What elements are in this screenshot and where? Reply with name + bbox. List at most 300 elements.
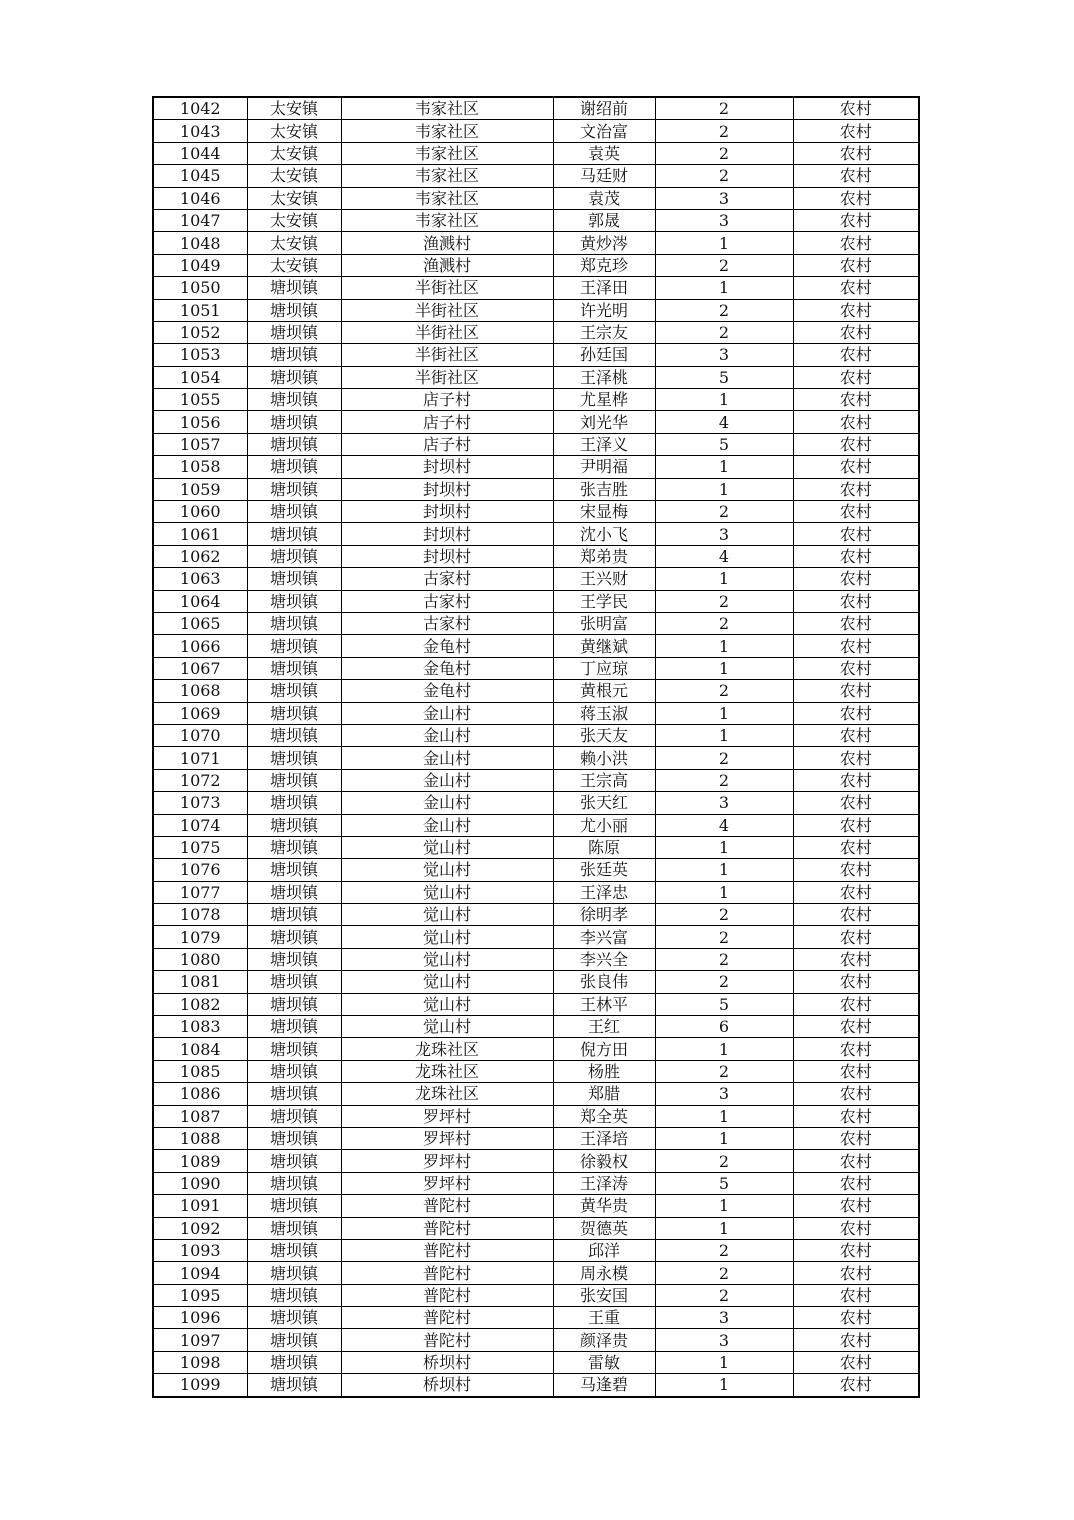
name-cell: 谢绍前 [553, 97, 655, 120]
serial-number-cell: 1079 [153, 926, 247, 948]
household-size-cell: 2 [655, 1150, 793, 1172]
town-cell: 塘坝镇 [247, 478, 341, 500]
village-cell: 古家村 [341, 590, 553, 612]
serial-number-cell: 1099 [153, 1374, 247, 1397]
area-type-cell: 农村 [793, 321, 919, 343]
serial-number-cell: 1092 [153, 1217, 247, 1239]
household-size-cell: 2 [655, 1284, 793, 1306]
town-cell: 塘坝镇 [247, 769, 341, 791]
household-size-cell: 4 [655, 411, 793, 433]
village-cell: 古家村 [341, 612, 553, 634]
village-cell: 普陀村 [341, 1239, 553, 1261]
household-size-cell: 2 [655, 254, 793, 276]
name-cell: 孙廷国 [553, 344, 655, 366]
table-row [153, 814, 919, 836]
area-type-cell: 农村 [793, 1239, 919, 1261]
name-cell: 袁英 [553, 142, 655, 164]
village-cell: 金龟村 [341, 657, 553, 679]
area-type-cell: 农村 [793, 545, 919, 567]
household-size-cell: 3 [655, 523, 793, 545]
village-cell: 封坝村 [341, 523, 553, 545]
table-row [153, 187, 919, 209]
name-cell: 黄根元 [553, 680, 655, 702]
household-size-cell: 3 [655, 344, 793, 366]
table-row [153, 590, 919, 612]
name-cell: 郭晟 [553, 209, 655, 231]
town-cell: 塘坝镇 [247, 1239, 341, 1261]
town-cell: 塘坝镇 [247, 501, 341, 523]
table-row [153, 1150, 919, 1172]
household-size-cell: 2 [655, 120, 793, 142]
serial-number-cell: 1050 [153, 277, 247, 299]
village-cell: 金龟村 [341, 680, 553, 702]
serial-number-cell: 1042 [153, 97, 247, 120]
table-row [153, 254, 919, 276]
household-table [152, 96, 920, 1398]
town-cell: 塘坝镇 [247, 792, 341, 814]
town-cell: 塘坝镇 [247, 590, 341, 612]
serial-number-cell: 1048 [153, 232, 247, 254]
serial-number-cell: 1083 [153, 1016, 247, 1038]
village-cell: 店子村 [341, 411, 553, 433]
town-cell: 塘坝镇 [247, 545, 341, 567]
name-cell: 张安国 [553, 1284, 655, 1306]
area-type-cell: 农村 [793, 1351, 919, 1373]
serial-number-cell: 1052 [153, 321, 247, 343]
serial-number-cell: 1074 [153, 814, 247, 836]
village-cell: 普陀村 [341, 1284, 553, 1306]
name-cell: 黄华贵 [553, 1195, 655, 1217]
serial-number-cell: 1078 [153, 904, 247, 926]
area-type-cell: 农村 [793, 1172, 919, 1194]
area-type-cell: 农村 [793, 1307, 919, 1329]
table-row [153, 568, 919, 590]
name-cell: 徐明孝 [553, 904, 655, 926]
table-body [153, 97, 919, 1397]
town-cell: 太安镇 [247, 254, 341, 276]
area-type-cell: 农村 [793, 568, 919, 590]
serial-number-cell: 1056 [153, 411, 247, 433]
town-cell: 塘坝镇 [247, 1060, 341, 1082]
village-cell: 觉山村 [341, 881, 553, 903]
village-cell: 半街社区 [341, 277, 553, 299]
household-size-cell: 2 [655, 971, 793, 993]
town-cell: 塘坝镇 [247, 971, 341, 993]
table-row [153, 1284, 919, 1306]
household-size-cell: 1 [655, 456, 793, 478]
town-cell: 塘坝镇 [247, 926, 341, 948]
name-cell: 颜泽贵 [553, 1329, 655, 1351]
name-cell: 王泽义 [553, 433, 655, 455]
household-size-cell: 1 [655, 232, 793, 254]
name-cell: 王泽培 [553, 1127, 655, 1149]
household-size-cell: 3 [655, 187, 793, 209]
table-row [153, 612, 919, 634]
name-cell: 王宗高 [553, 769, 655, 791]
household-size-cell: 1 [655, 478, 793, 500]
area-type-cell: 农村 [793, 1105, 919, 1127]
town-cell: 塘坝镇 [247, 1038, 341, 1060]
town-cell: 塘坝镇 [247, 1105, 341, 1127]
town-cell: 塘坝镇 [247, 523, 341, 545]
area-type-cell: 农村 [793, 344, 919, 366]
town-cell: 塘坝镇 [247, 859, 341, 881]
town-cell: 塘坝镇 [247, 635, 341, 657]
name-cell: 王泽涛 [553, 1172, 655, 1194]
serial-number-cell: 1058 [153, 456, 247, 478]
town-cell: 塘坝镇 [247, 881, 341, 903]
household-size-cell: 4 [655, 814, 793, 836]
serial-number-cell: 1095 [153, 1284, 247, 1306]
name-cell: 王泽桃 [553, 366, 655, 388]
name-cell: 倪方田 [553, 1038, 655, 1060]
town-cell: 太安镇 [247, 209, 341, 231]
household-size-cell: 1 [655, 1105, 793, 1127]
town-cell: 塘坝镇 [247, 948, 341, 970]
village-cell: 渔溅村 [341, 232, 553, 254]
village-cell: 罗坪村 [341, 1105, 553, 1127]
town-cell: 塘坝镇 [247, 433, 341, 455]
town-cell: 塘坝镇 [247, 1150, 341, 1172]
serial-number-cell: 1070 [153, 724, 247, 746]
town-cell: 塘坝镇 [247, 724, 341, 746]
village-cell: 韦家社区 [341, 142, 553, 164]
village-cell: 觉山村 [341, 836, 553, 858]
area-type-cell: 农村 [793, 1150, 919, 1172]
name-cell: 袁茂 [553, 187, 655, 209]
household-size-cell: 5 [655, 993, 793, 1015]
name-cell: 黄继斌 [553, 635, 655, 657]
town-cell: 太安镇 [247, 97, 341, 120]
table-row [153, 792, 919, 814]
name-cell: 张明富 [553, 612, 655, 634]
village-cell: 桥坝村 [341, 1351, 553, 1373]
village-cell: 店子村 [341, 389, 553, 411]
serial-number-cell: 1091 [153, 1195, 247, 1217]
household-size-cell: 3 [655, 1083, 793, 1105]
table-row [153, 836, 919, 858]
name-cell: 宋显梅 [553, 501, 655, 523]
name-cell: 郑弟贵 [553, 545, 655, 567]
village-cell: 觉山村 [341, 993, 553, 1015]
serial-number-cell: 1045 [153, 165, 247, 187]
name-cell: 沈小飞 [553, 523, 655, 545]
name-cell: 王红 [553, 1016, 655, 1038]
area-type-cell: 农村 [793, 948, 919, 970]
area-type-cell: 农村 [793, 971, 919, 993]
name-cell: 王林平 [553, 993, 655, 1015]
village-cell: 普陀村 [341, 1307, 553, 1329]
table-row [153, 993, 919, 1015]
name-cell: 王学民 [553, 590, 655, 612]
area-type-cell: 农村 [793, 747, 919, 769]
household-size-cell: 3 [655, 1329, 793, 1351]
area-type-cell: 农村 [793, 1038, 919, 1060]
village-cell: 罗坪村 [341, 1172, 553, 1194]
table-row [153, 702, 919, 724]
town-cell: 塘坝镇 [247, 1083, 341, 1105]
table-row [153, 1351, 919, 1373]
area-type-cell: 农村 [793, 366, 919, 388]
area-type-cell: 农村 [793, 1329, 919, 1351]
area-type-cell: 农村 [793, 1195, 919, 1217]
area-type-cell: 农村 [793, 635, 919, 657]
village-cell: 封坝村 [341, 456, 553, 478]
town-cell: 太安镇 [247, 165, 341, 187]
household-size-cell: 2 [655, 1239, 793, 1261]
table-row [153, 120, 919, 142]
household-size-cell: 1 [655, 389, 793, 411]
table-row [153, 1038, 919, 1060]
area-type-cell: 农村 [793, 389, 919, 411]
household-size-cell: 1 [655, 277, 793, 299]
village-cell: 金山村 [341, 724, 553, 746]
village-cell: 封坝村 [341, 478, 553, 500]
village-cell: 封坝村 [341, 501, 553, 523]
town-cell: 太安镇 [247, 232, 341, 254]
village-cell: 半街社区 [341, 299, 553, 321]
village-cell: 龙珠社区 [341, 1038, 553, 1060]
household-size-cell: 2 [655, 948, 793, 970]
household-size-cell: 1 [655, 568, 793, 590]
serial-number-cell: 1049 [153, 254, 247, 276]
town-cell: 塘坝镇 [247, 411, 341, 433]
village-cell: 渔溅村 [341, 254, 553, 276]
household-size-cell: 2 [655, 769, 793, 791]
town-cell: 塘坝镇 [247, 702, 341, 724]
village-cell: 普陀村 [341, 1217, 553, 1239]
town-cell: 塘坝镇 [247, 747, 341, 769]
town-cell: 太安镇 [247, 187, 341, 209]
household-size-cell: 1 [655, 635, 793, 657]
household-size-cell: 2 [655, 612, 793, 634]
area-type-cell: 农村 [793, 165, 919, 187]
serial-number-cell: 1067 [153, 657, 247, 679]
village-cell: 韦家社区 [341, 209, 553, 231]
village-cell: 罗坪村 [341, 1150, 553, 1172]
area-type-cell: 农村 [793, 299, 919, 321]
area-type-cell: 农村 [793, 657, 919, 679]
household-size-cell: 1 [655, 1217, 793, 1239]
household-size-cell: 1 [655, 859, 793, 881]
table-row [153, 433, 919, 455]
area-type-cell: 农村 [793, 881, 919, 903]
serial-number-cell: 1081 [153, 971, 247, 993]
table-row [153, 1307, 919, 1329]
table-row [153, 389, 919, 411]
table-row [153, 142, 919, 164]
table-row [153, 1195, 919, 1217]
serial-number-cell: 1097 [153, 1329, 247, 1351]
serial-number-cell: 1055 [153, 389, 247, 411]
serial-number-cell: 1080 [153, 948, 247, 970]
table-row [153, 1217, 919, 1239]
serial-number-cell: 1096 [153, 1307, 247, 1329]
serial-number-cell: 1061 [153, 523, 247, 545]
table-row [153, 277, 919, 299]
village-cell: 金山村 [341, 792, 553, 814]
serial-number-cell: 1089 [153, 1150, 247, 1172]
area-type-cell: 农村 [793, 702, 919, 724]
household-size-cell: 1 [655, 1038, 793, 1060]
serial-number-cell: 1063 [153, 568, 247, 590]
name-cell: 贺德英 [553, 1217, 655, 1239]
area-type-cell: 农村 [793, 142, 919, 164]
table-row [153, 881, 919, 903]
serial-number-cell: 1047 [153, 209, 247, 231]
household-size-cell: 1 [655, 724, 793, 746]
area-type-cell: 农村 [793, 904, 919, 926]
serial-number-cell: 1087 [153, 1105, 247, 1127]
serial-number-cell: 1082 [153, 993, 247, 1015]
household-size-cell: 4 [655, 545, 793, 567]
name-cell: 张天红 [553, 792, 655, 814]
name-cell: 王泽忠 [553, 881, 655, 903]
table-row [153, 1060, 919, 1082]
table-row [153, 904, 919, 926]
household-size-cell: 2 [655, 321, 793, 343]
area-type-cell: 农村 [793, 814, 919, 836]
serial-number-cell: 1084 [153, 1038, 247, 1060]
serial-number-cell: 1043 [153, 120, 247, 142]
town-cell: 塘坝镇 [247, 612, 341, 634]
town-cell: 塘坝镇 [247, 1284, 341, 1306]
household-size-cell: 2 [655, 590, 793, 612]
serial-number-cell: 1064 [153, 590, 247, 612]
serial-number-cell: 1072 [153, 769, 247, 791]
serial-number-cell: 1044 [153, 142, 247, 164]
serial-number-cell: 1051 [153, 299, 247, 321]
table-row [153, 456, 919, 478]
table-row [153, 635, 919, 657]
area-type-cell: 农村 [793, 590, 919, 612]
name-cell: 尹明福 [553, 456, 655, 478]
village-cell: 半街社区 [341, 344, 553, 366]
name-cell: 丁应琼 [553, 657, 655, 679]
village-cell: 韦家社区 [341, 165, 553, 187]
serial-number-cell: 1054 [153, 366, 247, 388]
area-type-cell: 农村 [793, 1016, 919, 1038]
serial-number-cell: 1068 [153, 680, 247, 702]
town-cell: 塘坝镇 [247, 1016, 341, 1038]
serial-number-cell: 1065 [153, 612, 247, 634]
area-type-cell: 农村 [793, 120, 919, 142]
household-size-cell: 2 [655, 1060, 793, 1082]
name-cell: 蒋玉淑 [553, 702, 655, 724]
town-cell: 塘坝镇 [247, 1329, 341, 1351]
table-row [153, 724, 919, 746]
town-cell: 塘坝镇 [247, 814, 341, 836]
household-size-cell: 2 [655, 747, 793, 769]
name-cell: 马逢碧 [553, 1374, 655, 1397]
village-cell: 觉山村 [341, 971, 553, 993]
household-size-cell: 2 [655, 501, 793, 523]
town-cell: 塘坝镇 [247, 993, 341, 1015]
name-cell: 张吉胜 [553, 478, 655, 500]
serial-number-cell: 1073 [153, 792, 247, 814]
town-cell: 塘坝镇 [247, 1374, 341, 1397]
table-row [153, 501, 919, 523]
village-cell: 普陀村 [341, 1329, 553, 1351]
name-cell: 郑克珍 [553, 254, 655, 276]
area-type-cell: 农村 [793, 724, 919, 746]
town-cell: 塘坝镇 [247, 568, 341, 590]
household-size-cell: 2 [655, 142, 793, 164]
table-row [153, 657, 919, 679]
serial-number-cell: 1093 [153, 1239, 247, 1261]
table-row [153, 344, 919, 366]
area-type-cell: 农村 [793, 1060, 919, 1082]
area-type-cell: 农村 [793, 993, 919, 1015]
area-type-cell: 农村 [793, 456, 919, 478]
village-cell: 觉山村 [341, 904, 553, 926]
town-cell: 塘坝镇 [247, 456, 341, 478]
town-cell: 塘坝镇 [247, 1351, 341, 1373]
table-row [153, 1374, 919, 1397]
town-cell: 塘坝镇 [247, 904, 341, 926]
town-cell: 塘坝镇 [247, 389, 341, 411]
household-size-cell: 5 [655, 1172, 793, 1194]
area-type-cell: 农村 [793, 277, 919, 299]
area-type-cell: 农村 [793, 1374, 919, 1397]
household-size-cell: 1 [655, 1127, 793, 1149]
table-row [153, 1105, 919, 1127]
village-cell: 半街社区 [341, 321, 553, 343]
household-size-cell: 1 [655, 702, 793, 724]
name-cell: 陈原 [553, 836, 655, 858]
town-cell: 太安镇 [247, 120, 341, 142]
table-row [153, 1262, 919, 1284]
village-cell: 罗坪村 [341, 1127, 553, 1149]
household-size-cell: 6 [655, 1016, 793, 1038]
name-cell: 李兴富 [553, 926, 655, 948]
serial-number-cell: 1076 [153, 859, 247, 881]
area-type-cell: 农村 [793, 1127, 919, 1149]
village-cell: 金山村 [341, 702, 553, 724]
area-type-cell: 农村 [793, 523, 919, 545]
name-cell: 王重 [553, 1307, 655, 1329]
serial-number-cell: 1075 [153, 836, 247, 858]
serial-number-cell: 1066 [153, 635, 247, 657]
name-cell: 郑腊 [553, 1083, 655, 1105]
village-cell: 古家村 [341, 568, 553, 590]
name-cell: 黄炒涔 [553, 232, 655, 254]
area-type-cell: 农村 [793, 254, 919, 276]
town-cell: 塘坝镇 [247, 1172, 341, 1194]
village-cell: 金山村 [341, 769, 553, 791]
village-cell: 龙珠社区 [341, 1060, 553, 1082]
table-row [153, 1127, 919, 1149]
village-cell: 龙珠社区 [341, 1083, 553, 1105]
village-cell: 封坝村 [341, 545, 553, 567]
name-cell: 张良伟 [553, 971, 655, 993]
table-row [153, 769, 919, 791]
name-cell: 许光明 [553, 299, 655, 321]
area-type-cell: 农村 [793, 1217, 919, 1239]
area-type-cell: 农村 [793, 1262, 919, 1284]
name-cell: 张天友 [553, 724, 655, 746]
area-type-cell: 农村 [793, 209, 919, 231]
town-cell: 塘坝镇 [247, 680, 341, 702]
area-type-cell: 农村 [793, 501, 919, 523]
serial-number-cell: 1057 [153, 433, 247, 455]
name-cell: 雷敏 [553, 1351, 655, 1373]
household-size-cell: 2 [655, 1262, 793, 1284]
serial-number-cell: 1069 [153, 702, 247, 724]
village-cell: 觉山村 [341, 926, 553, 948]
household-size-cell: 3 [655, 209, 793, 231]
village-cell: 半街社区 [341, 366, 553, 388]
